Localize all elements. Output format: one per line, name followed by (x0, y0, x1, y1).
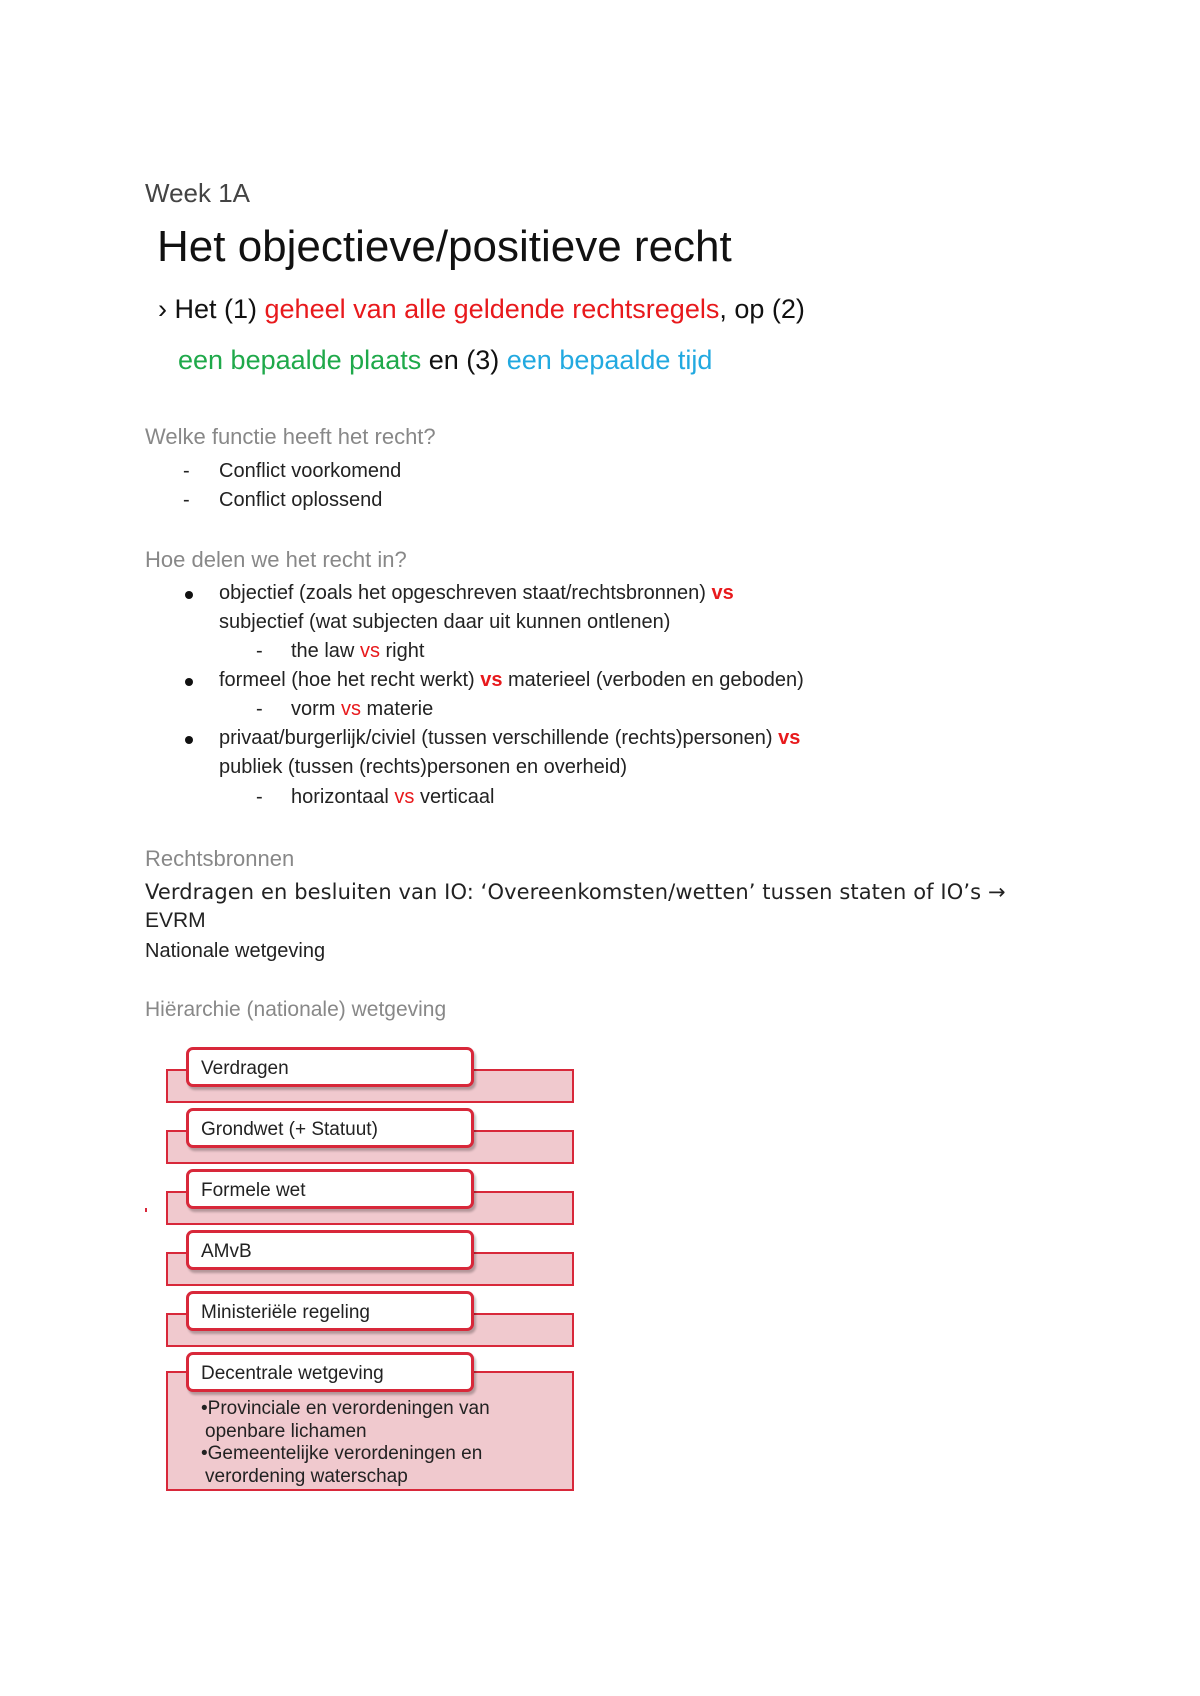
vs-label: vs (778, 727, 801, 749)
functie-item: Conflict voorkomend (219, 460, 402, 482)
definition-line-2 (178, 345, 712, 376)
definition-suffix: , op (2) (719, 294, 805, 324)
tier-formele-wet: Formele wet (186, 1169, 474, 1209)
indeling-item-1-line-2: subjectief (wat subjecten daar uit kunnen ontlenen) (219, 611, 671, 633)
tier-ministeriele-regeling: Ministeriële regeling (186, 1291, 474, 1331)
tier-grondwet: Grondwet (+ Statuut) (186, 1108, 474, 1148)
sub-text: right (379, 640, 425, 662)
rechtsbronnen-heading: Rechtsbronnen (145, 846, 295, 871)
tier-amvb: AMvB (186, 1230, 474, 1270)
decentraal-item: •Provinciale en verordeningen van (201, 1398, 490, 1419)
rechtsbronnen-line-3: Nationale wetgeving (145, 940, 326, 962)
indeling-text: materieel (verboden en geboden) (502, 669, 804, 691)
bullet-marker (185, 678, 193, 686)
functie-heading: Welke functie heeft het recht? (145, 424, 436, 449)
indeling-text: formeel (hoe het recht werkt) (219, 669, 481, 691)
bullet-marker (185, 591, 193, 599)
bullet-marker (185, 736, 193, 744)
sub-text: the law (291, 640, 360, 662)
indeling-item-1-line-1 (219, 582, 734, 605)
indeling-item-3-line-2: publiek (tussen (rechts)personen en overheid) (219, 756, 627, 778)
dash-marker: - (256, 640, 263, 662)
indeling-item-2-line-1 (219, 669, 804, 692)
decentraal-item: openbare lichamen (205, 1421, 367, 1442)
definition-line-1 (158, 294, 805, 325)
definition-prefix: › Het (1) (158, 294, 265, 324)
dash-marker: - (256, 786, 263, 808)
stray-mark (145, 1208, 147, 1212)
indeling-item-3-line-1 (219, 727, 800, 750)
tier-verdragen: Verdragen (186, 1047, 474, 1087)
definition-title: Het objectieve/positieve recht (157, 222, 732, 271)
week-label: Week 1A (145, 178, 251, 208)
vs-label: vs (480, 669, 503, 691)
sub-text: materie (361, 698, 434, 720)
indeling-text: objectief (zoals het opgeschreven staat/rechtsbronnen) (219, 582, 712, 604)
indeling-item-2-sub (291, 698, 433, 721)
sub-text: verticaal (414, 786, 495, 808)
vs-label: vs (711, 582, 734, 604)
rechtsbronnen-line-1: Verdragen en besluiten van IO: ‘Overeenkomsten/wetten’ tussen staten of IO’s → (145, 880, 1006, 904)
indeling-heading: Hoe delen we het recht in? (145, 547, 407, 572)
vs-label: vs (359, 640, 380, 662)
definition-blue-phrase: een bepaalde tijd (506, 345, 713, 375)
dash-marker: - (183, 460, 190, 482)
hierarchie-heading: Hiërarchie (nationale) wetgeving (145, 998, 447, 1021)
dash-marker: - (183, 489, 190, 511)
tier-decentrale-wetgeving: Decentrale wetgeving (186, 1352, 474, 1392)
decentraal-item: verordening waterschap (205, 1466, 408, 1487)
rechtsbronnen-line-2: EVRM (145, 909, 206, 932)
definition-green-phrase: een bepaalde plaats (178, 345, 422, 375)
vs-label: vs (394, 786, 415, 808)
definition-red-phrase: geheel van alle geldende rechtsregels (264, 294, 720, 324)
decentraal-item: •Gemeentelijke verordeningen en (201, 1443, 483, 1464)
sub-text: vorm (291, 698, 341, 720)
indeling-item-1-sub (291, 640, 424, 663)
dash-marker: - (256, 698, 263, 720)
functie-item: Conflict oplossend (219, 489, 383, 511)
sub-text: horizontaal (291, 786, 395, 808)
vs-label: vs (341, 698, 361, 720)
indeling-item-3-sub (291, 786, 494, 809)
definition-mid: en (3) (421, 345, 507, 375)
indeling-text: privaat/burgerlijk/civiel (tussen verschillende (rechts)personen) (219, 727, 779, 749)
